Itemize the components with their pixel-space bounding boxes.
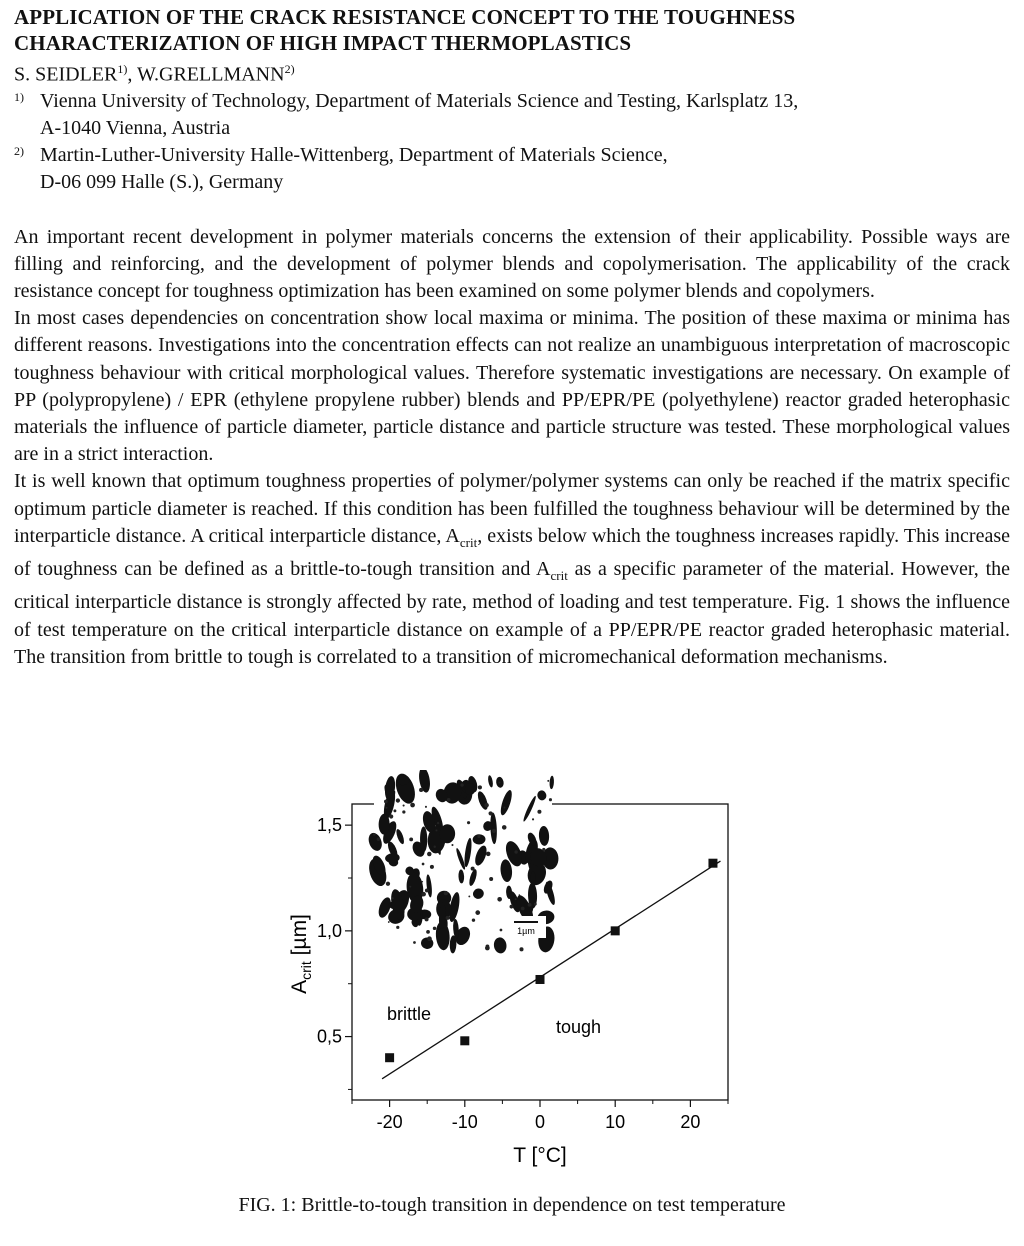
- micrograph-speck: [433, 927, 436, 930]
- micrograph-speck: [402, 810, 405, 813]
- micrograph-speck: [373, 833, 376, 836]
- micrograph-speck: [427, 936, 432, 941]
- paragraph-3-subscript-1: crit: [459, 534, 478, 550]
- y-axis-label-subscript: crit: [298, 961, 314, 980]
- title-line-1: APPLICATION OF THE CRACK RESISTANCE CONCEPT TO THE TOUGHNESS: [14, 5, 796, 29]
- scatter-chart: [270, 770, 770, 1200]
- micrograph-speck: [515, 898, 517, 900]
- micrograph-speck: [475, 910, 480, 915]
- author-2: , W.GRELLMANN: [127, 63, 285, 86]
- micrograph-speck: [388, 921, 390, 923]
- figure-caption: FIG. 1: Brittle-to-tough transition in dependence on test temperature: [238, 1194, 786, 1216]
- micrograph-speck: [435, 829, 437, 831]
- x-axis-label: T [°C]: [513, 1144, 567, 1167]
- micrograph-speck: [547, 780, 549, 782]
- body-text: [14, 224, 1010, 671]
- micrograph-speck: [403, 804, 405, 806]
- micrograph-speck: [460, 783, 463, 786]
- title-line-2: CHARACTERIZATION OF HIGH IMPACT THERMOPLASTICS: [14, 31, 632, 55]
- micrograph-speck: [478, 785, 482, 789]
- micrograph-speck: [422, 863, 425, 866]
- affiliation-1-line-2: A-1040 Vienna, Austria: [40, 116, 231, 139]
- affiliation-1: [14, 88, 1010, 142]
- paragraph-3: [14, 468, 1010, 670]
- micrograph-speck: [492, 829, 496, 833]
- micrograph-speck: [421, 892, 426, 897]
- micrograph-speck: [447, 798, 450, 801]
- micrograph-speck: [427, 852, 431, 856]
- micrograph-speck: [444, 891, 448, 895]
- author-list: [14, 56, 1010, 88]
- micrograph-speck: [514, 850, 517, 853]
- micrograph-speck: [389, 814, 393, 818]
- micrograph-speck: [528, 903, 532, 907]
- data-point: [611, 926, 620, 935]
- micrograph-speck: [413, 941, 416, 944]
- micrograph-speck: [393, 809, 396, 812]
- annotation-brittle: brittle: [387, 1004, 432, 1024]
- micrograph-speck: [519, 894, 521, 896]
- y-tick-label: 0,5: [316, 1026, 342, 1047]
- micrograph-speck: [396, 926, 399, 929]
- paragraph-3-subscript-2: crit: [550, 568, 568, 584]
- y-axis-label-main: A: [288, 979, 311, 994]
- paragraph-3-part-b: , exists below which the toughness increases rapidly. This increase of toughness can be defined as a brittle-to-tough transition and A: [14, 524, 1010, 581]
- micrograph-speck: [430, 865, 434, 869]
- micrograph-speck: [500, 929, 503, 932]
- author-2-affil-mark: 2): [284, 62, 295, 76]
- micrograph-speck: [503, 807, 505, 809]
- micrograph-speck: [532, 818, 534, 820]
- figure-1: [270, 770, 770, 1200]
- micrograph-speck: [409, 886, 411, 888]
- micrograph-speck: [486, 852, 491, 857]
- data-point: [708, 859, 717, 868]
- affiliation-1-line-1: Vienna University of Technology, Department of Materials Science and Testing, Karlsplatz 13,: [40, 89, 799, 112]
- micrograph-speck: [484, 803, 489, 808]
- micrograph-speck: [472, 918, 475, 921]
- micrograph-speck: [410, 803, 415, 808]
- micrograph-speck: [384, 800, 388, 804]
- micrograph-inset: [366, 770, 559, 954]
- affiliation-2-line-2: D-06 099 Halle (S.), Germany: [40, 170, 284, 193]
- micrograph-speck: [446, 916, 450, 920]
- author-1: S. SEIDLER: [14, 63, 118, 86]
- paragraph-3-part-a: It is well known that optimum toughness properties of polymer/polymer systems can only be reached if the matrix specific optimum particle diameter is reached. If this condition has been fulfilled the toughness behaviour will be determined by the interparticle distance. A critical interparticle distance, A: [14, 470, 1010, 547]
- y-tick-label: 1,0: [316, 920, 342, 941]
- data-point: [536, 975, 545, 984]
- paper-page: [14, 4, 1010, 671]
- data-point: [460, 1036, 469, 1045]
- scale-bar-label: 1µm: [517, 926, 535, 936]
- micrograph-speck: [521, 907, 525, 911]
- y-axis-label-unit: [µm]: [288, 914, 311, 962]
- affiliation-2: [14, 142, 1010, 196]
- micrograph-speck: [519, 947, 523, 951]
- micrograph-speck: [451, 844, 453, 846]
- data-point: [385, 1053, 394, 1062]
- micrograph-speck: [537, 810, 541, 814]
- y-axis-label: [288, 914, 314, 994]
- x-tick-label: 20: [680, 1112, 701, 1132]
- micrograph-speck: [386, 807, 388, 809]
- micrograph-speck: [437, 822, 439, 824]
- paper-title: [14, 4, 1010, 56]
- micrograph-speck: [498, 782, 500, 784]
- micrograph-speck: [502, 825, 507, 830]
- micrograph-speck: [425, 888, 429, 892]
- micrograph-speck: [425, 806, 427, 808]
- micrograph-speck: [468, 895, 470, 897]
- micrograph-speck: [421, 881, 423, 883]
- micrograph-speck: [396, 798, 400, 802]
- affiliation-2-line-1: Martin-Luther-University Halle-Wittenberg, Department of Materials Science,: [40, 143, 668, 166]
- annotation-tough: tough: [556, 1017, 602, 1037]
- micrograph-speck: [489, 877, 493, 881]
- micrograph-speck: [419, 788, 423, 792]
- micrograph-speck: [549, 798, 552, 801]
- micrograph-speck: [486, 945, 490, 949]
- micrograph-speck: [409, 837, 413, 841]
- micrograph-speck: [392, 897, 394, 899]
- micrograph-speck: [386, 882, 390, 886]
- paragraph-3-part-c: as a specific parameter of the material. However, the critical interparticle distance is strongly affected by rate, method of loading and test temperature. Fig. 1 shows the influence of test temperature on the critical interparticle distance on example of a PP/EPR/PE reactor graded heterophasic material. The transition from brittle to tough is correlated to a transition of micromechanical deformation mechanisms.: [14, 558, 1010, 668]
- affiliation-2-mark: 2): [14, 143, 24, 158]
- affiliation-1-mark: 1): [14, 89, 24, 104]
- micrograph-speck: [489, 811, 493, 815]
- micrograph-speck: [377, 837, 380, 840]
- paragraph-2: In most cases dependencies on concentration show local maxima or minima. The position of these maxima or minima has different reasons. Investigations into the concentration effects can not realize an unambiguous interpretation of macroscopic toughness behaviour with critical morphological values. Therefore systematic investigations are necessary. On example of PP (polypropylene) / EPR (ethylene propylene rubber) blends and PP/EPR/PE (polyethylene) reactor graded heterophasic materials the influence of particle diameter, particle distance and particle structure was tested. These morphological values are in a strict interaction.: [14, 307, 1010, 466]
- micrograph-speck: [471, 867, 475, 871]
- micrograph-speck: [542, 848, 545, 851]
- x-tick-label: -20: [376, 1112, 403, 1132]
- micrograph-speck: [510, 905, 514, 909]
- micrograph-speck: [477, 835, 480, 838]
- micrograph-speck: [467, 821, 470, 824]
- micrograph-speck: [425, 917, 429, 921]
- x-tick-label: 10: [605, 1112, 626, 1132]
- micrograph-speck: [534, 903, 537, 906]
- micrograph-speck: [497, 897, 502, 902]
- micrograph-speck: [434, 846, 436, 848]
- x-tick-label: -10: [451, 1112, 478, 1132]
- author-1-affil-mark: 1): [117, 62, 128, 76]
- x-tick-label: 0: [534, 1112, 546, 1132]
- paragraph-1: An important recent development in polymer materials concerns the extension of their applicability. Possible ways are filling and reinforcing, and the development of polymer blends and copolymerisation. The applicability of the crack resistance concept for toughness optimization has been examined on some polymer blends and copolymers.: [14, 225, 1010, 303]
- micrograph-speck: [426, 930, 430, 934]
- y-tick-label: 1,5: [316, 815, 342, 836]
